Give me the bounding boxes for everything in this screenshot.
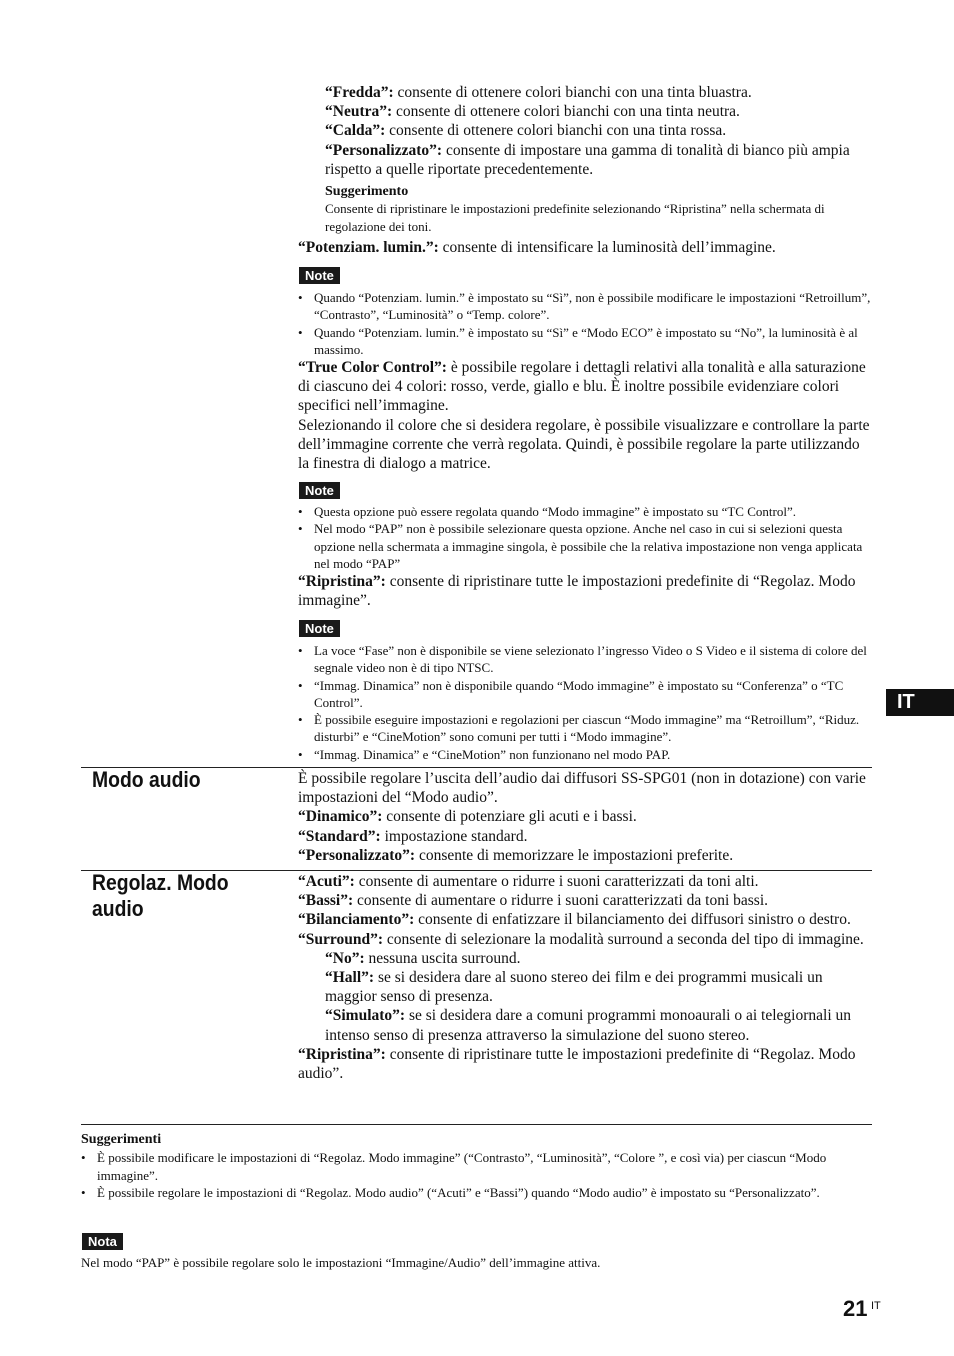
- nota-text: Nel modo “PAP” è possibile regolare solo le impostazioni “Immagine/Audio” dell’immagine attiva.: [81, 1255, 601, 1270]
- footer-tips: [81, 1131, 876, 1202]
- option-potenziam-lumin: “Potenziam. lumin.”: consente di intensificare la luminosità dell’immagine.: [298, 239, 776, 256]
- option-surround-hall: “Hall”: se si desidera dare al suono stereo dei film e dei programmi musicali un maggior senso di presenza.: [325, 969, 823, 1006]
- option-personalizzato: “Personalizzato”: consente di impostare una gamma di tonalità di bianco più ampia rispetto a quelle riportate precedentemente.: [325, 141, 850, 178]
- tip-text: Consente di ripristinare le impostazioni predefinite selezionando “Ripristina” nella schermata di regolazione dei toni.: [325, 201, 825, 234]
- note-item: • “Immag. Dinamica” e “CineMotion” non funzionano nel modo PAP.: [298, 746, 876, 763]
- notes-list-2: [298, 503, 876, 572]
- option-dinamico: “Dinamico”: consente di potenziare gli acuti e i bassi.: [298, 808, 637, 826]
- language-tab: IT: [886, 689, 954, 716]
- note-item: • “Immag. Dinamica” non è disponibile quando “Modo immagine” è impostato su “Conferenza” o “TC Control”.: [298, 677, 876, 712]
- option-surround-simulato: “Simulato”: se si desidera dare a comuni programmi monoaurali o ai telegiornali un intenso senso di presenza attraverso la simulazione del suono stereo.: [325, 1007, 852, 1044]
- section-title-modo-audio: Modo audio: [92, 767, 201, 792]
- note-item: • Questa opzione può essere regolata quando “Modo immagine” è impostato su “TC Control”.: [298, 503, 876, 520]
- true-color-paragraph-2: Selezionando il colore che si desidera regolare, è possibile visualizzare e controllare la parte dell’immagine corrente che verrà regolata. Quindi, è possibile regolare la parte utilizzando la finestra di dialogo a matrice.: [298, 416, 870, 473]
- option-ripristina-audio: “Ripristina”: consente di ripristinare tutte le impostazioni predefinite di “Regolaz. Modo audio”.: [298, 1045, 856, 1083]
- modo-audio-intro: È possibile regolare l’uscita dell’audio dai diffusori SS-SPG01 (non in dotazione) con varie impostazioni del “Modo audio”.: [298, 770, 866, 807]
- page-number-suffix: IT: [871, 1300, 881, 1312]
- note-badge: Note: [299, 482, 340, 499]
- option-surround: “Surround”: consente di selezionare la modalità surround a seconda del tipo di immagine.: [298, 930, 864, 948]
- option-neutra: “Neutra”: consente di ottenere colori bianchi con una tinta neutra.: [325, 103, 740, 121]
- note-item: • È possibile eseguire impostazioni e regolazioni per ciascun “Modo immagine” ma “Retroillum”, “Riduz. disturbi” e “CineMotion” sono comuni per tutti i “Modo immagine”.: [298, 711, 876, 746]
- option-calda: “Calda”: consente di ottenere colori bianchi con una tinta rossa.: [325, 122, 727, 140]
- option-surround-no: “No”: nessuna uscita surround.: [325, 949, 521, 967]
- note-badge: Note: [299, 267, 340, 284]
- note-item: • Quando “Potenziam. lumin.” è impostato su “Sì”, non è possibile modificare le impostazioni “Retroillum”, “Contrasto”, “Luminosità” o “Temp. colore”.: [298, 289, 873, 324]
- note-badge: Note: [299, 620, 340, 637]
- notes-list-3: [298, 642, 876, 763]
- footer-tips-list: [81, 1149, 876, 1202]
- option-bilanciamento: “Bilanciamento”: consente di enfatizzare il bilanciamento dei diffusori sinistro o destro.: [298, 911, 851, 929]
- tip-suggerimento: [325, 183, 855, 235]
- section-divider: [81, 1124, 872, 1125]
- page-number: 21: [843, 1296, 868, 1321]
- option-personalizzato-audio: “Personalizzato”: consente di memorizzare le impostazioni preferite.: [298, 846, 734, 864]
- option-true-color-control: “True Color Control”: è possibile regolare i dettagli relativi alla tonalità e alla saturazione di ciascuno dei 4 colori: rosso, verde, giallo e blu. È inoltre possibile evidenziare colori specifici nell’immagine. Selezionando il colore che si desidera regolare, è possibile visualizzare e controllare la parte dell’immagine corrente che verrà regolata. Quindi, è possibile regolare la parte utilizzando la finestra di dialogo a matrice.: [298, 358, 873, 473]
- regolaz-audio-content: [298, 872, 873, 1083]
- option-acuti: “Acuti”: consente di aumentare o ridurre i suoni caratterizzati da toni alti.: [298, 873, 759, 890]
- section-title-regolaz-modo-audio: Regolaz. Modo audio: [92, 870, 229, 921]
- option-ripristina-immagine: “Ripristina”: consente di ripristinare tutte le impostazioni predefinite di “Regolaz. Modo immagine”.: [298, 573, 856, 610]
- white-balance-options: [325, 83, 875, 179]
- tip-item: • È possibile modificare le impostazioni di “Regolaz. Modo immagine” (“Contrasto”, “Luminosità”, “Colore ”, e così via) per ciascun “Modo immagine”.: [81, 1149, 876, 1184]
- note-item: • La voce “Fase” non è disponibile se viene selezionato l’ingresso Video o S Video e il sistema di colore del segnale video non è di tipo NTSC.: [298, 642, 876, 677]
- option-standard: “Standard”: impostazione standard.: [298, 827, 528, 845]
- modo-audio-content: [298, 769, 873, 865]
- nota-badge: Nota: [82, 1233, 123, 1250]
- note-item: • Quando “Potenziam. lumin.” è impostato su “Sì” e “Modo ECO” è impostato su “No”, la luminosità è al massimo.: [298, 324, 873, 359]
- footer-tips-heading: Suggerimenti: [81, 1132, 162, 1147]
- note-item: • Nel modo “PAP” non è possibile selezionare questa opzione. Anche nel caso in cui si selezioni questa opzione nella schermata a immagine singola, è possibile che la relativa impostazione non venga applicata nel modo “PAP”: [298, 520, 876, 572]
- option-bassi: “Bassi”: consente di aumentare o ridurre i suoni caratterizzati da toni bassi.: [298, 892, 769, 910]
- option-fredda: “Fredda”: consente di ottenere colori bianchi con una tinta bluastra.: [325, 84, 752, 101]
- tip-heading: Suggerimento: [325, 184, 409, 199]
- notes-list-1: [298, 289, 873, 358]
- tip-item: • È possibile regolare le impostazioni di “Regolaz. Modo audio” (“Acuti” e “Bassi”) quando “Modo audio” è impostato su “Personalizzato”.: [81, 1184, 876, 1202]
